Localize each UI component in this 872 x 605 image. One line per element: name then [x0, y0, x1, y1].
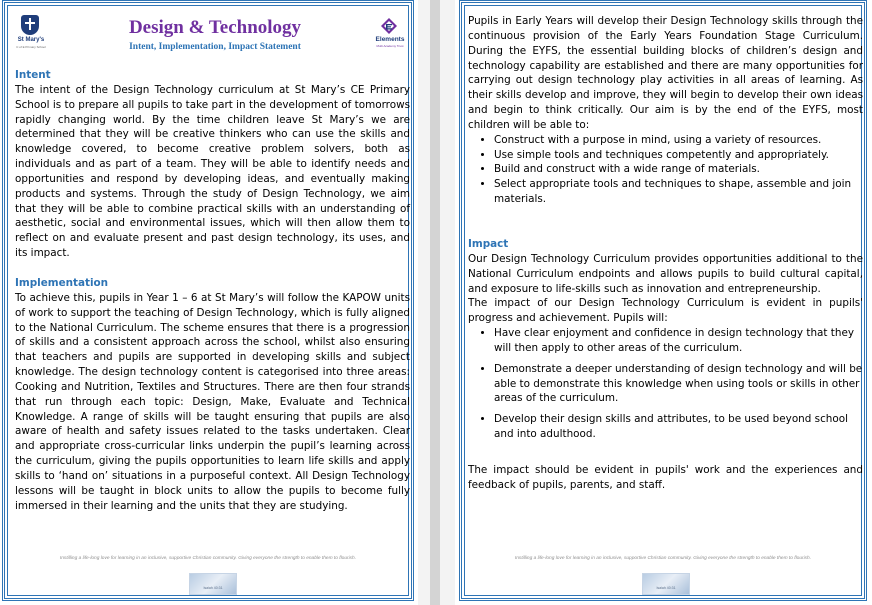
intent-text: The intent of the Design Technology curriculum at St Mary’s CE Primary School is to prepare all pupils to take part in the development of tomorrows rapidly changing world. By the time children leave St Mary’s we are determined that they will be creative thinkers who can use the skills and knowledge covered, to become creative problem solvers, both as individuals and as part of a team. They will be able to identify needs and opportunities and respond by developing ideas, and eventually making products and systems. Through the study of Design Technology, we aim that they will be able to combine practical skills with an understanding of aesthetic, social and environmental issues, which will then allow them to reflect on and evaluate present and past design technology, its uses, and its impact.	[15, 83, 410, 260]
footer-motto: Instilling a life-long love for learning in an inclusive, supportive Christian community. Giving everyone the strength to enable them to flourish.	[59, 556, 357, 561]
impact-bullet-list	[468, 326, 863, 442]
logo-trust-sub: Multi Academy Trust	[376, 44, 404, 48]
list-item: • Demonstrate a deeper understanding of design technology and will be able to demonstrate this knowledge when using tools or skills in other areas of the curriculum.	[494, 362, 863, 407]
document-page-2[interactable]	[459, 0, 867, 601]
list-item: • Construct with a purpose in mind, using a variety of resources.	[494, 133, 863, 148]
list-item: • Have clear enjoyment and confidence in design technology that they will then apply to other areas of the curriculum.	[494, 326, 863, 356]
implementation-heading: Implementation	[15, 276, 109, 289]
st-marys-logo	[13, 13, 49, 53]
footer-badge	[642, 573, 690, 595]
implementation-text: To achieve this, pupils in Year 1 – 6 at St Mary’s will follow the KAPOW units of work to support the teaching of Design Technology, which is fully aligned to the National Curriculum. The scheme ensures that there is a progression of skills and a consistent approach across the school, whilst also ensuring that teachers and pupils are supported in developing skills and subject knowledge. The design technology content is categorised into three areas: Cooking and Nutrition, Textiles and Structures. There are then four strands that run through each topic: Design, Make, Evaluate and Technical Knowledge. A range of skills will be taught ensuring that pupils are also aware of health and safety issues related to the tasks undertaken. Clear and appropriate cross-curricular links underpin the pupil’s learning across the curriculum, giving the pupils opportunities to learn life skills and apply skills to ‘hand on’ situations in a purposeful context. All Design Technology lessons will be taught in block units to allow the pupils to become fully immersed in their learning and the units that they are studying.	[15, 291, 410, 512]
elements-mark-icon	[380, 17, 398, 35]
footer-badge-text: Isaiah 40:31	[656, 586, 676, 590]
document-title: Design & Technology	[128, 17, 302, 38]
page-1-body	[15, 68, 410, 513]
document-subtitle: Intent, Implementation, Impact Statement	[129, 42, 301, 52]
elements-trust-logo	[370, 17, 410, 53]
logo-school-sub: C of E Primary School	[16, 45, 46, 49]
eyfs-text: Pupils in Early Years will develop their Design Technology skills through the continuous provision of the Early Years Foundation Stage Curriculum. During the EYFS, the essential building blocks of children’s design and technology capability are established and there are many opportunities for carrying out design technology play activities in all areas of learning. As their skills develop and improve, they will begin to develop their own ideas and begin to think critically. Our aim is by the end of the EYFS, most children will be able to:	[468, 15, 863, 131]
page-2-body	[468, 14, 863, 493]
list-item: • Develop their design skills and attributes, to be used beyond school and into adulthood.	[494, 412, 863, 442]
document-page-1[interactable]	[2, 0, 414, 601]
impact-heading: Impact	[468, 237, 509, 250]
list-item: • Use simple tools and techniques competently and appropriately.	[494, 148, 863, 163]
list-item: • Select appropriate tools and techniques to shape, assemble and join materials.	[494, 177, 863, 207]
footer-badge-text: Isaiah 40:31	[203, 586, 223, 590]
impact-text-1: Our Design Technology Curriculum provides opportunities additional to the National Curriculum endpoints and allows pupils to build cultural capital, and exposure to life-skills such as innovation and entrepreneurship.	[468, 252, 863, 295]
impact-text-3: The impact should be evident in pupils' work and the experiences and feedback of pupils, parents, and staff.	[468, 463, 863, 491]
impact-text-2: The impact of our Design Technology Curriculum is evident in pupils' progress and achievement. Pupils will:	[468, 297, 863, 325]
logo-school-name: St Mary's	[17, 37, 45, 43]
cross-icon	[29, 18, 31, 30]
footer-motto: Instilling a life-long love for learning in an inclusive, supportive Christian community. Giving everyone the strength to enable them to flourish.	[514, 556, 812, 561]
page-separator	[430, 0, 440, 605]
eyfs-bullet-list	[468, 133, 863, 207]
logo-trust-name: Elements	[375, 36, 405, 43]
intent-heading: Intent	[15, 69, 51, 81]
footer-badge	[189, 573, 237, 595]
list-item: • Build and construct with a wide range of materials.	[494, 162, 863, 177]
